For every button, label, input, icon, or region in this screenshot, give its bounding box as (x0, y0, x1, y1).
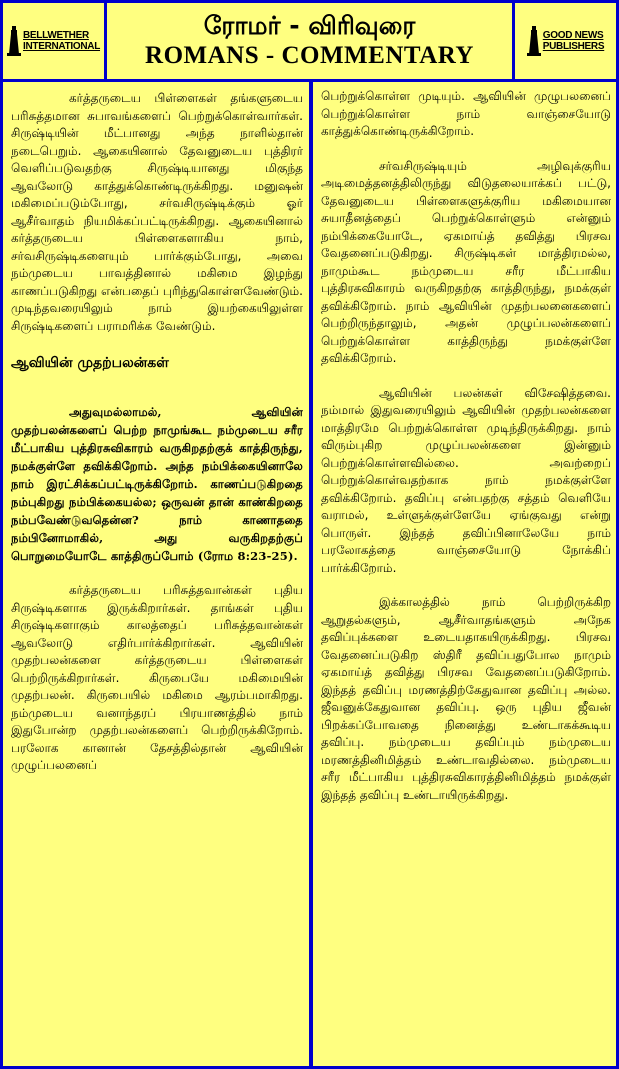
logo-right-line1: GOOD NEWS (542, 30, 604, 41)
page-title-english: ROMANS - COMMENTARY (145, 42, 474, 69)
tower-icon (527, 26, 541, 56)
good-news-logo (512, 3, 616, 79)
section-heading: ஆவியின் முதற்பலன்கள் (11, 355, 169, 371)
logo-left-line2: INTERNATIONAL (22, 41, 101, 52)
left-column (11, 82, 303, 792)
paragraph: கர்த்தருடைய பிள்ளைகள் தங்களுடைய பரிசுத்தமான சுபாவங்களைப் பெற்றுக்கொள்வார்கள். சிருஷ்டியின் மீட்பானது அந்த நாளில்தான் நடைபெறும். ஆகையினால் தேவனுடைய புத்திரர் வெளிப்படுவதற்கு சிருஷ்டியானது மிகுந்த ஆவலோடு காத்துக்கொண்டிருக்கிறது. மனுஷன் மகிமைப்படும்போது, சர்வசிருஷ்டிக்கும் ஓர் ஆசீர்வாதம் நியமிக்கப்பட்டிருக்கிறது. ஆகையினால் கர்த்தருடைய பிள்ளைகளாகிய நாம், சர்வசிருஷ்டிகளையும் பார்க்கும்போது, அவை நம்முடைய பாவத்தினால் மகிமை இழந்து காணப்படுகிறது என்பதைப் புரிந்துகொள்ளவேண்டும். முடிந்தவரையிலும் நாம் இயற்கையிலுள்ள சிருஷ்டிகளைப் பராமரிக்க வேண்டும். (11, 91, 303, 333)
column-divider (309, 82, 313, 1066)
paragraph: கர்த்தருடைய பரிசுத்தவான்கள் புதிய சிருஷ்டிகளாக இருக்கிறார்கள். தாங்கள் புதிய சிருஷ்டிகளாகும் காலத்தைப் பரிசுத்தவான்கள் ஆவலோடு எதிர்பார்க்கிறார்கள். ஆவியின் முதற்பலன்களை கர்த்தருடைய பிள்ளைகள் பெற்றிருக்கிறார்கள். கிருபையே மகிமையின் முதற்பலன். கிருபையில் மகிமை ஆரம்பமாகிறது. நம்முடைய வனாந்தரப் பிரயாணத்தில் நாம் இதுபோன்ற முதற்பலன்களைப் பெற்றிருக்கிறோம். பரலோக கானான் தேசத்தில்தான் ஆவியின் முழுப்பலனைப் (11, 583, 303, 772)
logo-right-line2: PUBLISHERS (542, 41, 605, 52)
paragraph: பெற்றுக்கொள்ள முடியும். ஆவியின் முழுபலனைப் பெற்றுக்கொள்ள நாம் வாஞ்சையோடு காத்துக்கொண்டிருக்கிறோம். (321, 89, 611, 138)
content-columns (0, 82, 619, 1069)
scripture-quote: அதுவுமல்லாமல், ஆவியின் முதற்பலன்களைப் பெற்ற நாமுங்கூட நம்முடைய சரீர மீட்பாகிய புத்திரசுவிகாரம் வருகிறதற்குக் காத்திருந்து, நமக்குள்ளே தவிக்கிறோம். அந்த நம்பிக்கையினாலே நாம் இரட்சிக்கப்பட்டிருக்கிறோம். காணப்படுகிறதை நம்புகிறது நம்பிக்கையல்ல; ஒருவன் தான் காண்கிறதை நம்பவேண்டுவதென்ன? நாம் காணாததை நம்பினோமாகில், அது வருகிறதற்குப் பொறுமையோடே காத்திருப்போம் (ரோம 8:23-25). (11, 405, 303, 563)
page-title-tamil: ரோமர் - விரிவுரை (203, 11, 416, 40)
tower-icon (7, 26, 21, 56)
header (0, 0, 619, 82)
paragraph: சர்வசிருஷ்டியும் அழிவுக்குரிய அடிமைத்தனத்திலிருந்து விடுதலையாக்கப் பட்டு, தேவனுடைய பிள்ளைகளுக்குரிய மகிமையான சுயாதீனத்தைப் பெற்றுக்கொள்ளும் என்னும் நம்பிக்கையோடே, ஏகமாய்த் தவித்து பிரசவ வேதனைப்படுகிறது. சிருஷ்டிகள் மாத்திரமல்ல, நாமும்கூட நம்முடைய சரீர மீட்பாகிய புத்திரசுவிகாரம் வருகிறதற்கு காத்திருந்து, நமக்குள் தவிக்கிறோம். நாம் ஆவியின் முதற்பலனைகளைப் பெற்றிருந்தாலும், அதன் முழுப்பலன்களைப் பெற்றுக்கொள்ள காத்திருந்து நமக்குள்ளே தவிக்கிறோம். (321, 158, 611, 365)
bellwether-logo (3, 3, 107, 79)
logo-left-line1: BELLWETHER (22, 30, 89, 41)
paragraph: இக்காலத்தில் நாம் பெற்றிருக்கிற ஆறுதல்களும், ஆசீர்வாதங்களும் அநேக தவிப்புக்களை உடையதாகயிருக்கிறது. பிரசவ வேதனைப்படுகிற ஸ்திரீ தவிப்பதுபோல நாமும் ஏகமாய்த் தவித்து பிரசவ வேதனைப்படுகிறோம். இந்தத் தவிப்பு மரணத்திற்கேதுவான தவிப்பு அல்ல. ஜீவனுக்கேதுவான தவிப்பு. ஒரு புதிய ஜீவன் பிறக்கப்போவதை நினைத்து உண்டாகக்கூடிய தவிப்பு. நம்முடைய தவிப்பும் நம்முடைய மரணத்தினிமித்தம் உண்டாவதில்லை. நம்முடைய சரீர மீட்பாகிய புத்திரசுவிகாரத்தினிமித்தம் நமக்குள் இந்தத் தவிப்பு உண்டாயிருக்கிறது. (321, 595, 611, 802)
title-box (107, 3, 512, 79)
right-column (321, 82, 611, 821)
paragraph: ஆவியின் பலன்கள் விசேஷித்தவை. நம்மால் இதுவரையிலும் ஆவியின் முதற்பலன்களை மாத்திரமே பெற்றுக்கொள்ள முடிந்திருக்கிறது. நாம் விரும்புகிற முழுப்பலன்களை இன்னும் பெற்றுக்கொள்ளவில்லை. அவற்றைப் பெற்றுக்கொள்வதற்காக நாம் நமக்குள்ளே தவிக்கிறோம். தவிப்பு என்பதற்கு சத்தம் வெளியே வராமல், உள்ளுக்குள்ளேயே ஏங்குவது என்று பொருள். இந்தத் தவிப்பினாலேயே நாம் பரலோகத்தை வாஞ்சையோடு நோக்கிப் பார்க்கிறோம். (321, 385, 611, 575)
